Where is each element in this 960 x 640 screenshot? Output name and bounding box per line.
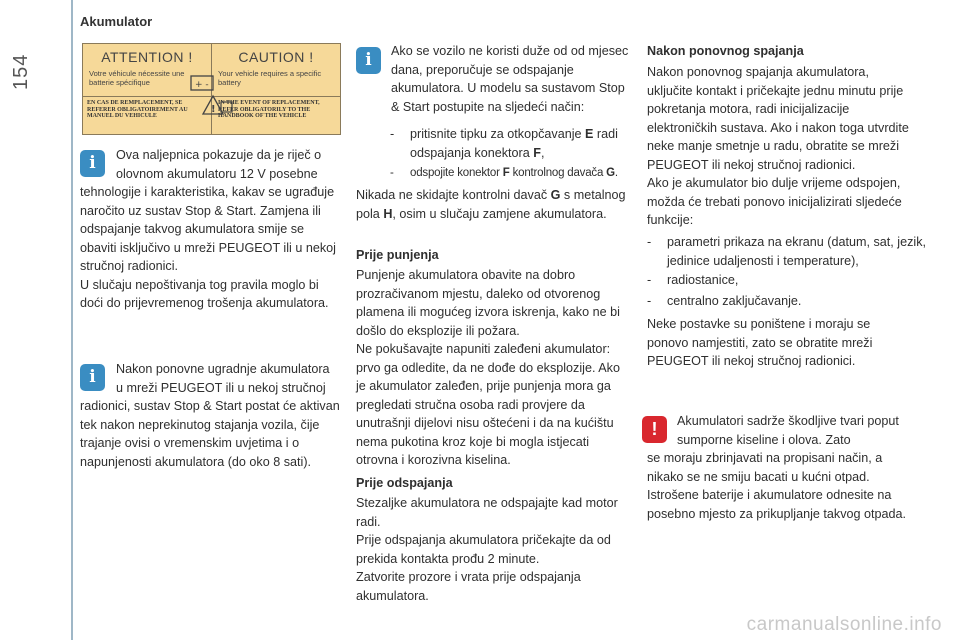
svg-text:+ -: + -: [195, 80, 209, 90]
step-1: - pritisnite tipku za otkopčavanje E radi odspajanja konektora F,: [390, 127, 618, 160]
list-item: - centralno zaključavanje.: [647, 294, 802, 308]
note1-body: tehnologije i karakteristika, kakav se ugrađuje naročito uz sustav Stop & Start. Zamjena ili odspajanje takvog akumulatora smije se obaviti isključivo u mreži PEUGEOT ili u nekoj stručnoj radionici. U slučaju nepoštivanja tog pravila moglo bi doći do prijevremenog trošenja akumulatora.: [80, 185, 336, 310]
list-item: - radiostanice,: [647, 273, 739, 287]
info-icon: i: [80, 150, 105, 177]
reconnect-text: Nakon ponovnog spajanja akumulatora, uključite kontakt i pričekajte jednu minutu prije pokretanja motora, radi inicijalizacije elektroničkih sustava. Ako i nakon toga utvrdite neke manje smetnje u radu, obratite se mreži PEUGEOT ili nekoj stručnoj radionici. Ako je akumulator bio dulje vrijeme odspojen, možda će trebati ponovo inicijalizirati sljedeće funkcije:: [647, 65, 909, 227]
note1-first: Ova naljepnica pokazuje da je riječ o olovnom akumulatoru 12 V posebne: [116, 148, 322, 181]
battery-warning-label: [82, 43, 341, 135]
svg-text:!: !: [211, 104, 216, 115]
label-left-small: EN CAS DE REMPLACEMENT, SE REFERER OBLIGATOIREMENT AU MANUEL DU VEHICULE: [87, 100, 188, 119]
charging-heading: Prije punjenja: [356, 248, 439, 262]
sensor-note: Nikada ne skidajte kontrolni davač G s metalnog pola H, osim u slučaju zamjene akumulatora.: [356, 188, 626, 221]
label-right-small: IN THE EVENT OF REPLACEMENT, REFER OBLIGATORILY TO THE HANDBOOK OF THE VEHICLE: [218, 100, 320, 119]
disconnect-heading: Prije odspajanja: [356, 476, 453, 490]
charging-text: Punjenje akumulatora obavite na dobro prozračivanom mjestu, daleko od otvorenog plamena ili mogućeg izvora iskrenja, kako ne bi došlo do eksplozije ili požara. Ne pokušavajte napuniti zaleđeni akumulator: prvo ga odledite, da ne dođe do eksplozije. Ako je akumulator zaleđen, prije punjenja mora ga pregledati stručna osoba radi provjere da unutrašnji dijelovi nisu oštećeni i da na kućištu nema pukotina kroz koje bi mogla istjecati otrovna i korozivna kiselina.: [356, 268, 620, 467]
disconnect-note: Ako se vozilo ne koristi duže od od mjesec dana, preporučuje se odspajanje akumulatora. U modelu sa sustavom Stop & Start postupite na sljedeći način:: [391, 44, 629, 114]
warning-first: Akumulatori sadrže škodljive tvari poput sumporne kiseline i olova. Zato: [677, 414, 899, 447]
watermark: carmanualsonline.info: [746, 614, 942, 635]
section-title: Akumulator: [80, 14, 153, 29]
note2-first: Nakon ponovne ugradnje akumulatora u mreži PEUGEOT ili u nekoj stručnoj: [116, 362, 330, 395]
label-left-title: ATTENTION !: [101, 49, 193, 65]
info-icon: i: [356, 47, 381, 74]
label-right-title: CAUTION !: [238, 49, 314, 65]
note2-body: radionici, sustav Stop & Start postat će aktivan tek nakon neprekinutog stajanja vozila, čije trajanje ovisi o vremenskim uvjetima i o napunjenosti akumulatora (do oko 8 sati).: [80, 399, 340, 469]
list-item: - parametri prikaza na ekranu (datum, sat, jezik, jedinice udaljenosti i temperature),: [647, 235, 926, 268]
battery-warning-icon: [189, 74, 235, 118]
margin-bar: [71, 0, 73, 640]
label-right-subtitle: Your vehicle requires a specific battery: [218, 69, 322, 87]
warning-body: se moraju zbrinjavati na propisani način, a nikako se ne smiju bacati u kućni otpad. Istrošene baterije i akumulatore odnesite na posebno mjesto za prikupljanje takvog otpada.: [647, 451, 907, 521]
step-2: - odspojite konektor F kontrolnog davača G.: [390, 167, 618, 179]
disconnect-text: Stezaljke akumulatora ne odspajajte kad motor radi. Prije odspajanja akumulatora pričekajte da od prekida kontakta prođu 2 minute. Zatvorite prozore i vrata prije odspajanja akumulatora.: [356, 496, 618, 603]
info-icon: i: [80, 364, 105, 391]
label-left-subtitle: Votre véhicule nécessite une batterie spécifique: [89, 69, 185, 87]
warning-icon: !: [642, 416, 667, 443]
reset-note: Neke postavke su poništene i moraju se ponovo namjestiti, zato se obratite mreži PEUGEOT ili nekoj stručnoj radionici.: [647, 317, 873, 368]
page-number: 154: [10, 53, 32, 90]
reconnect-heading: Nakon ponovnog spajanja: [647, 44, 804, 58]
